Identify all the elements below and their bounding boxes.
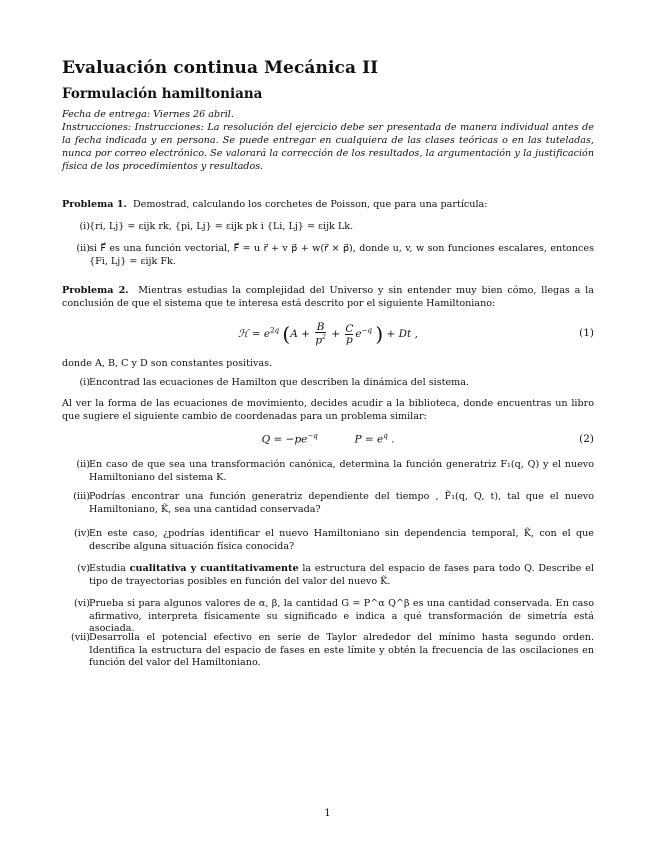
- item-number: (iii): [73, 491, 90, 502]
- problem2-intro: Mientras estudias la complejidad del Universo y sin entender muy bien cómo, llegas a la conclusión de que el sistema que te interesa está descrito por el siguiente Hamiltoniano:: [62, 285, 594, 309]
- problem1-statement: [62, 199, 594, 212]
- item-number: (ii): [76, 459, 90, 470]
- meta-block: [62, 108, 594, 173]
- item-text-post: la estructura del espacio de fases para todo Q. Describe el tipo de trayectorias posibles en función del valor del nuevo K̃.: [89, 563, 594, 587]
- item-text: En este caso, ¿podrías identificar el nuevo Hamiltoniano sin dependencia temporal, K̃, con el que describe alguna situación física conocida?: [89, 528, 594, 552]
- coordinate-change-formula: $Q = -pe^{-q}$ $P = e^q$ .: [261, 432, 395, 446]
- page-number: 1: [324, 808, 331, 819]
- item-number: (iv): [74, 528, 90, 539]
- equation-2: [62, 432, 594, 450]
- equation-number: (2): [579, 433, 594, 445]
- equation-number: (1): [579, 327, 594, 339]
- eq2-left: Q = −pe: [261, 433, 308, 446]
- item-text: Desarrolla el potencial efectivo en serie de Taylor alrededor del mínimo hasta segundo orden. Identifica la estructura del espacio de fases en este límite y obtén la frecuencia de las oscilaciones en función del valor del Hamiltoniano.: [89, 632, 594, 668]
- item-text-bold: cualitativa y cuantitativamente: [129, 563, 299, 574]
- instructions: Instrucciones: Instrucciones: La resolución del ejercicio debe ser presentada de manera individual antes de la fecha indicada y en persona. Se puede entregar en cualquiera de las clases teóricas o en las tuteladas, nunca por correo electrónico. Se valorará la corrección de los resultados, la argumentación y la justificación física de los procedimientos y resultados.: [62, 122, 594, 172]
- problem2-statement: [62, 285, 594, 310]
- item-text: {ri, Lj} = εijk rk, {pi, Lj} = εijk pk i {Li, Lj} = εijk Lk.: [89, 221, 354, 232]
- document-title: Evaluación continua Mecánica II: [62, 58, 379, 78]
- item-text-pre: Estudia: [89, 563, 130, 574]
- item-text: [89, 563, 594, 588]
- item-text: si F⃗ es una función vectorial, F⃗ = u r⃗ + v p⃗ + w(r⃗ × p⃗), donde u, v, w son funciones escalares, entonces {Fi, Lj} = εijk Fk.: [89, 243, 594, 267]
- transition-text: Al ver la forma de las ecuaciones de movimiento, decides acudir a la biblioteca, donde encuentras un libro que sugiere el siguiente cambio de coordenadas para un problema similar:: [62, 398, 594, 422]
- document-subtitle: Formulación hamiltoniana: [62, 86, 263, 102]
- item-text: Prueba si para algunos valores de α, β, la cantidad G = P^α Q^β es una cantidad conservada. En caso afirmativo, interpreta físicamente su significado e indica a qué transformación de simetría está asociada.: [89, 598, 594, 634]
- item-number: (i): [79, 377, 90, 388]
- item-number: (ii): [76, 243, 90, 254]
- problem1-text: Demostrad, calculando los corchetes de Poisson, que para una partícula:: [132, 199, 488, 210]
- equation-1: [62, 318, 594, 348]
- item-number: (vi): [74, 598, 90, 609]
- item-text: Podrías encontrar una función generatriz dependiente del tiempo , F̃₁(q, Q, t), tal que el nuevo Hamiltoniano, K̃, sea una cantidad conservada?: [89, 491, 594, 515]
- item-text: En caso de que sea una transformación canónica, determina la función generatriz F₁(q, Q) y el nuevo Hamiltoniano del sistema K.: [89, 459, 594, 483]
- delivery-date: Fecha de entrega: Viernes 26 abril.: [62, 109, 234, 120]
- item-number: (i): [79, 221, 90, 232]
- eq2-right: P = e: [354, 433, 384, 446]
- item-number: (vii): [70, 632, 90, 643]
- item-number: (v): [77, 563, 90, 574]
- constants-note: donde A, B, C y D son constantes positivas.: [62, 358, 273, 369]
- problem1-label: Problema 1.: [62, 199, 127, 210]
- hamiltonian-formula: ℋ = $e^{2q}$ (A + $\frac{B}{p^2}$ + $\frac{C}{p}$ $e^{-q}$ ) + Dt ,: [238, 321, 418, 347]
- item-text: Encontrad las ecuaciones de Hamilton que describen la dinámica del sistema.: [89, 377, 470, 388]
- problem2-label: Problema 2.: [62, 285, 129, 296]
